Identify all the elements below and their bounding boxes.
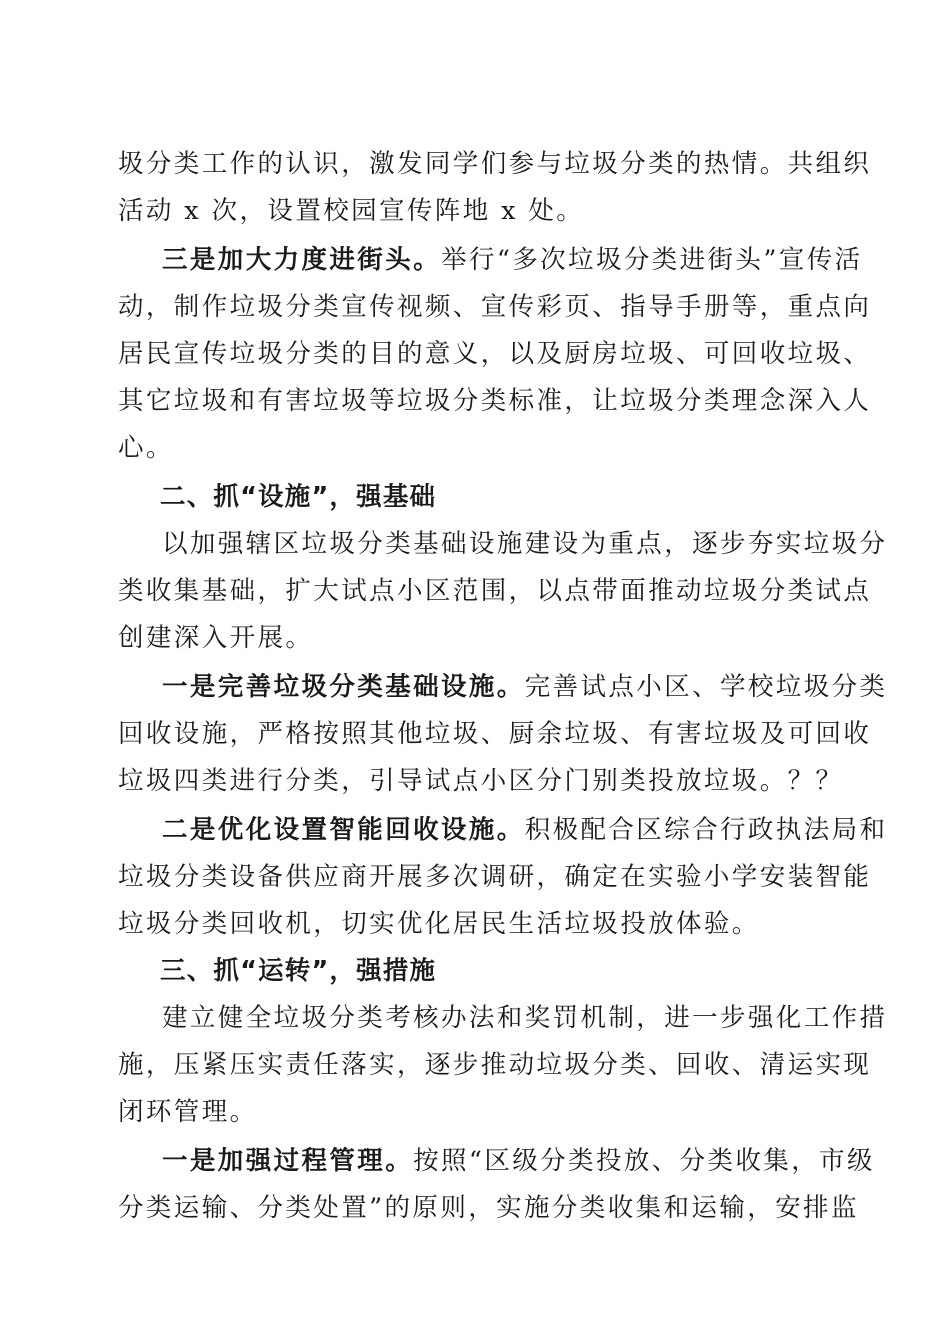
paragraph-lead: 三是加大力度进街头。: [162, 245, 442, 275]
section-heading-facilities: 二、抓“设施”，强基础: [160, 482, 437, 512]
text-line: 施，压紧压实责任落实，逐步推动垃圾分类、回收、清运实现: [118, 1050, 872, 1080]
paragraph-line: 以加强辖区垃圾分类基础设施建设为重点，逐步夯实垃圾分: [162, 529, 888, 559]
text-line: 垃圾分类回收机，切实优化居民生活垃圾投放体验。: [118, 909, 760, 939]
text-line: 回收设施，严格按照其他垃圾、厨余垃圾、有害垃圾及可回收: [118, 719, 872, 749]
text-line: 垃圾分类设备供应商开展多次调研，确定在实验小学安装智能: [118, 862, 872, 892]
paragraph-line: 建立健全垃圾分类考核办法和奖罚机制，进一步强化工作措: [162, 1003, 888, 1033]
text-line: 动，制作垃圾分类宣传视频、宣传彩页、指导手册等，重点向: [118, 292, 872, 322]
text-line: 分类运输、分类处置”的原则，实施分类收集和运输，安排监: [118, 1193, 859, 1223]
text-line: 垃圾四类进行分类，引导试点小区分门别类投放垃圾。？？: [118, 766, 844, 796]
text-line: 其它垃圾和有害垃圾等垃圾分类标准，让垃圾分类理念深入人: [118, 386, 872, 416]
text-line: 居民宣传垃圾分类的目的意义，以及厨房垃圾、可回收垃圾、: [118, 339, 872, 369]
text-line: 心。: [118, 433, 174, 463]
paragraph-text: 完善试点小区、学校垃圾分类: [524, 672, 888, 702]
paragraph-line: [162, 1138, 875, 1184]
paragraph-line: [162, 807, 887, 853]
paragraph-lead: 二是优化设置智能回收设施。: [162, 815, 525, 845]
paragraph-line: [162, 237, 863, 283]
text-line: 闭环管理。: [118, 1097, 258, 1127]
paragraph-text: 积极配合区综合行政执法局和: [524, 815, 888, 845]
section-heading-operation: 三、抓“运转”，强措施: [160, 956, 437, 986]
paragraph-lead: 一是完善垃圾分类基础设施。: [162, 672, 525, 702]
paragraph-text: 按照“区级分类投放、分类收集，市级: [413, 1146, 875, 1176]
text-line: 活动 x 次，设置校园宣传阵地 x 处。: [118, 196, 585, 226]
text-line: 类收集基础，扩大试点小区范围，以点带面推动垃圾分类试点: [118, 576, 872, 606]
paragraph-lead: 一是加强过程管理。: [162, 1146, 414, 1176]
text-line: 创建深入开展。: [118, 623, 314, 653]
paragraph-line: [162, 664, 887, 710]
text-line: 圾分类工作的认识，激发同学们参与垃圾分类的热情。共组织: [118, 149, 872, 179]
paragraph-text: 举行“多次垃圾分类进街头”宣传活: [441, 245, 863, 275]
